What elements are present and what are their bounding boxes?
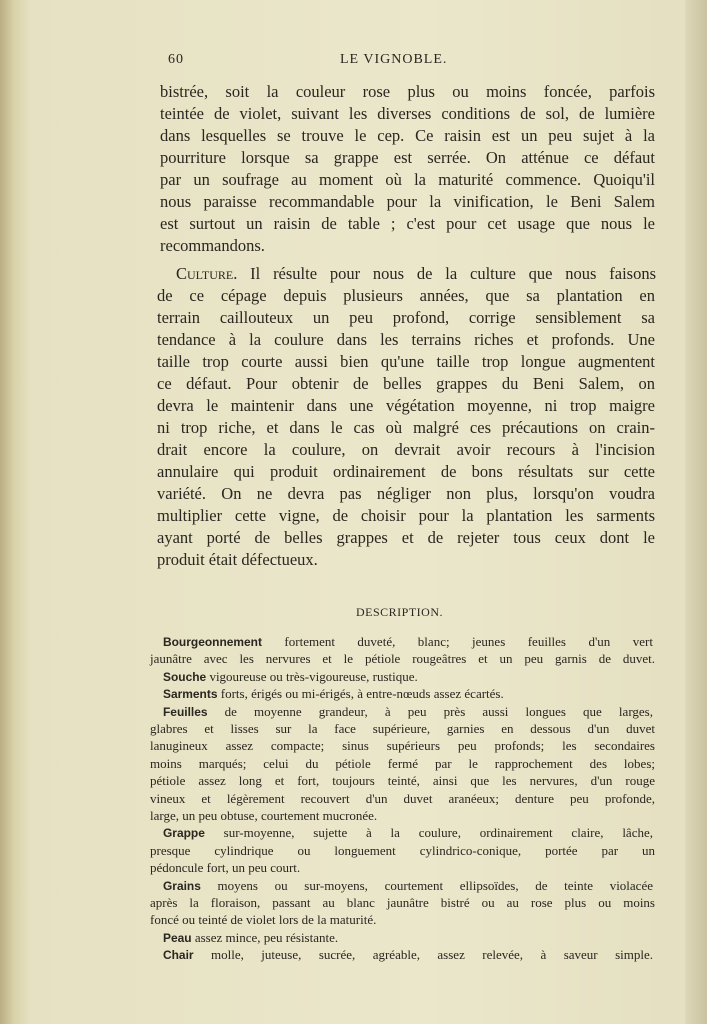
text-line: dans lesquelles se trouve le cep. Ce raisin est un peu sujet à la xyxy=(160,126,655,145)
section-lead: Culture. xyxy=(176,264,238,283)
description-text: assez mince, peu résistante. xyxy=(191,929,339,945)
description-text: molle, juteuse, sucrée, agréable, assez relevée, à saveur simple. xyxy=(193,947,653,963)
description-term: Feuilles xyxy=(163,704,208,719)
description-term: Sarments xyxy=(163,687,218,702)
description-text: pétiole assez long et fort, toujours teinté, ainsi que les nervures, d'un rouge xyxy=(150,773,655,789)
text-line: annulaire qui produit ordinairement de bons résultats sur cette xyxy=(157,462,655,481)
description-text: fortement duveté, blanc; jeunes feuilles d'un vert xyxy=(261,634,653,649)
description-line xyxy=(163,825,653,840)
description-text: après la floraison, passant au blanc jaunâtre bistré ou au rose plus ou moins xyxy=(150,895,655,910)
description-text: lanugineux assez compacte; sinus supérieurs peu profonds; les secondaires xyxy=(150,738,655,754)
description-text: foncé ou teinté de violet lors de la maturité. xyxy=(150,912,377,928)
description-text: sur-moyenne, sujette à la coulure, ordinairement claire, lâche, xyxy=(204,825,653,841)
page-number: 60 xyxy=(168,52,184,67)
description-line xyxy=(150,791,655,806)
description-term: Bourgeonnement xyxy=(163,635,262,649)
description-line xyxy=(163,878,653,893)
text-line: taille trop courte aussi bien qu'une taille trop longue augmentent xyxy=(157,352,655,371)
description-term: Grappe xyxy=(163,826,205,841)
text-line: pourriture lorsque sa grappe est serrée. On atténue ce défaut xyxy=(160,148,655,167)
page-edge xyxy=(685,0,707,1024)
text-line: drait encore la coulure, on devrait avoir recours à l'incision xyxy=(157,440,655,459)
description-text: presque cylindrique ou longuement cylindrico-conique, portée par un xyxy=(150,842,655,858)
text-line: ce défaut. Pour obtenir de belles grappes du Beni Salem, on xyxy=(157,374,655,393)
description-heading: DESCRIPTION. xyxy=(356,605,444,619)
description-line xyxy=(163,947,653,962)
text-line: produit était défectueux. xyxy=(157,550,318,569)
text-line: multiplier cette vigne, de choisir pour la plantation les sarments xyxy=(157,506,655,525)
text-line: est surtout un raisin de table ; c'est pour cet usage que nous le xyxy=(160,214,655,233)
text-line: teintée de violet, suivant les diverses conditions de sol, de lumière xyxy=(160,104,655,123)
text-line xyxy=(176,264,656,283)
text-line: par un soufrage au moment où la maturité commence. Quoiqu'il xyxy=(160,170,655,189)
description-line xyxy=(163,669,418,684)
description-term: Chair xyxy=(163,948,194,963)
description-term: Grains xyxy=(163,878,201,893)
text-line: recommandons. xyxy=(160,236,265,255)
description-text: pédoncule fort, un peu court. xyxy=(150,860,301,876)
text-line: terrain caillouteux un peu profond, corrige sensiblement sa xyxy=(157,308,655,327)
description-text: de moyenne grandeur, à peu près aussi longues que larges, xyxy=(207,703,653,719)
description-line xyxy=(163,704,653,719)
running-title: LE VIGNOBLE. xyxy=(340,52,448,67)
text-line: nous paraisse recommandable pour la vinification, le Beni Salem xyxy=(160,192,655,211)
description-line xyxy=(150,895,655,910)
text-line: ni trop riche, et dans le cas où malgré ces précautions on crain- xyxy=(157,418,655,437)
description-line xyxy=(163,686,504,701)
text-line: ayant porté de belles grappes et de rejeter tous ceux dont le xyxy=(157,528,655,547)
text-line: devra le maintenir dans une végétation moyenne, ni trop maigre xyxy=(157,396,655,415)
description-line xyxy=(150,773,655,788)
text-line: bistrée, soit la couleur rose plus ou moins foncée, parfois xyxy=(160,82,655,101)
text-line: tendance à la coulure dans les terrains riches et profonds. Une xyxy=(157,330,655,349)
description-text: forts, érigés ou mi-érigés, à entre-nœuds assez écartés. xyxy=(217,686,504,702)
description-line xyxy=(163,930,338,945)
text-line: variété. On ne devra pas négliger non plus, lorsqu'on voudra xyxy=(157,484,655,503)
text-span: Il résulte pour nous de la culture que nous faisons xyxy=(250,264,656,283)
description-text: vineux et légèrement recouvert d'un duvet aranéeux; denture peu profonde, xyxy=(150,790,655,806)
description-line xyxy=(150,912,376,927)
description-text: large, un peu obtuse, courtement mucronée. xyxy=(150,808,378,823)
description-text: glabres et lisses sur la face supérieure, garnies en dessous d'un duvet xyxy=(150,721,655,736)
description-line xyxy=(150,808,377,823)
description-line xyxy=(150,756,655,771)
description-text: moyens ou sur-moyens, courtement ellipsoïdes, de teinte violacée xyxy=(200,877,653,893)
description-line xyxy=(150,860,300,875)
description-text: vigoureuse ou très-vigoureuse, rustique. xyxy=(206,668,418,684)
description-text: moins marqués; celui du pétiole fermé par le rapprochement des lobes; xyxy=(150,755,655,771)
description-term: Peau xyxy=(163,930,192,945)
description-term: Souche xyxy=(163,669,207,684)
description-line xyxy=(150,843,655,858)
description-line xyxy=(150,651,655,666)
description-line xyxy=(163,634,653,649)
text-line: de ce cépage depuis plusieurs années, que sa plantation en xyxy=(157,286,655,305)
description-line xyxy=(150,738,655,753)
description-text: jaunâtre avec les nervures et le pétiole rougeâtres et un peu garnis de duvet. xyxy=(150,651,655,667)
description-line xyxy=(150,721,655,736)
